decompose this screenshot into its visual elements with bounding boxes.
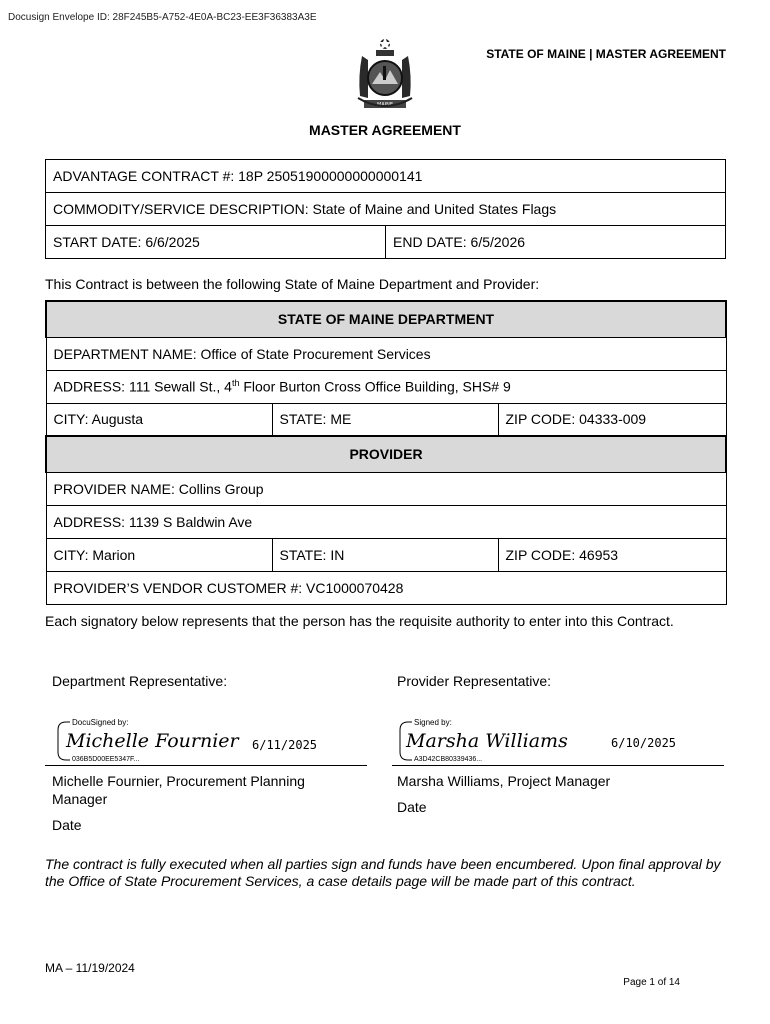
docusign-id: 036B5D00EE5347F... — [72, 756, 140, 763]
department-name: DEPARTMENT NAME: Office of State Procurement Services — [46, 337, 726, 370]
docusigned-label: DocuSigned by: — [72, 718, 129, 727]
department-date-label: Date — [52, 817, 82, 833]
envelope-id: Docusign Envelope ID: 28F245B5-A752-4E0A-BC23-EE3F36383A3E — [8, 12, 317, 23]
svg-text:MAINE: MAINE — [376, 102, 394, 108]
provider-signature-box — [398, 718, 568, 763]
department-city: CITY: Augusta — [46, 403, 272, 436]
provider-rep-label: Provider Representative: — [397, 673, 552, 689]
provider-date-label: Date — [397, 799, 427, 815]
advantage-contract-number: ADVANTAGE CONTRACT #: 18P 25051900000000000141 — [46, 160, 726, 193]
commodity-description: COMMODITY/SERVICE DESCRIPTION: State of Maine and United States Flags — [46, 193, 726, 226]
department-rep-label: Department Representative: — [52, 673, 228, 689]
provider-city: CITY: Marion — [46, 538, 272, 571]
department-sign-date: 6/11/2025 — [252, 738, 318, 752]
signatory-statement: Each signatory below represents that the person has the requisite authority to enter into this Contract. — [45, 613, 674, 629]
department-rep-name-line1: Michelle Fournier, Procurement Planning — [52, 773, 305, 789]
department-address-suffix: Floor Burton Cross Office Building, SHS# 9 — [239, 378, 511, 395]
start-date: START DATE: 6/6/2025 — [46, 226, 386, 259]
document-title: MASTER AGREEMENT — [309, 122, 461, 138]
department-zip: ZIP CODE: 04333-009 — [498, 403, 726, 436]
state-seal-icon — [348, 36, 422, 118]
parties-table — [45, 300, 727, 605]
provider-sign-date: 6/10/2025 — [611, 736, 677, 750]
provider-name: PROVIDER NAME: Collins Group — [46, 472, 726, 505]
department-signature-line — [45, 765, 367, 766]
signed-by-label: Signed by: — [414, 718, 452, 727]
contract-between-text: This Contract is between the following State of Maine Department and Provider: — [45, 276, 540, 292]
closing-statement: The contract is fully executed when all parties sign and funds have been encumbered. Upon final approval by the Office of State Procurement Services, a case details page will be made part of this contract. — [45, 856, 721, 889]
department-address-superscript: th — [231, 378, 240, 389]
contract-info-table — [45, 159, 726, 259]
department-rep-name — [52, 772, 352, 808]
department-rep-name-line2: Manager — [52, 791, 108, 807]
header-title: STATE OF MAINE | MASTER AGREEMENT — [486, 47, 726, 61]
department-signature-box — [56, 718, 239, 763]
department-state: STATE: ME — [272, 403, 498, 436]
provider-vendor-number: PROVIDER’S VENDOR CUSTOMER #: VC1000070428 — [46, 571, 726, 604]
provider-rep-name: Marsha Williams, Project Manager — [397, 773, 611, 789]
provider-heading: PROVIDER — [46, 436, 726, 472]
end-date: END DATE: 6/5/2026 — [386, 226, 726, 259]
provider-signature: Marsha Williams — [406, 730, 568, 752]
provider-state: STATE: IN — [272, 538, 498, 571]
department-address-prefix: ADDRESS: 111 Sewall St., 4 — [53, 378, 232, 395]
department-heading: STATE OF MAINE DEPARTMENT — [46, 301, 726, 337]
provider-signature-line — [392, 765, 724, 766]
provider-address: ADDRESS: 1139 S Baldwin Ave — [46, 505, 726, 538]
version-footer: MA – 11/19/2024 — [45, 961, 135, 975]
docusign-id: A3D42CB80339436... — [414, 756, 483, 763]
provider-zip: ZIP CODE: 46953 — [498, 538, 726, 571]
department-signature: Michelle Fournier — [66, 730, 239, 752]
page-number: Page 1 of 14 — [623, 977, 680, 988]
department-address — [46, 370, 726, 403]
